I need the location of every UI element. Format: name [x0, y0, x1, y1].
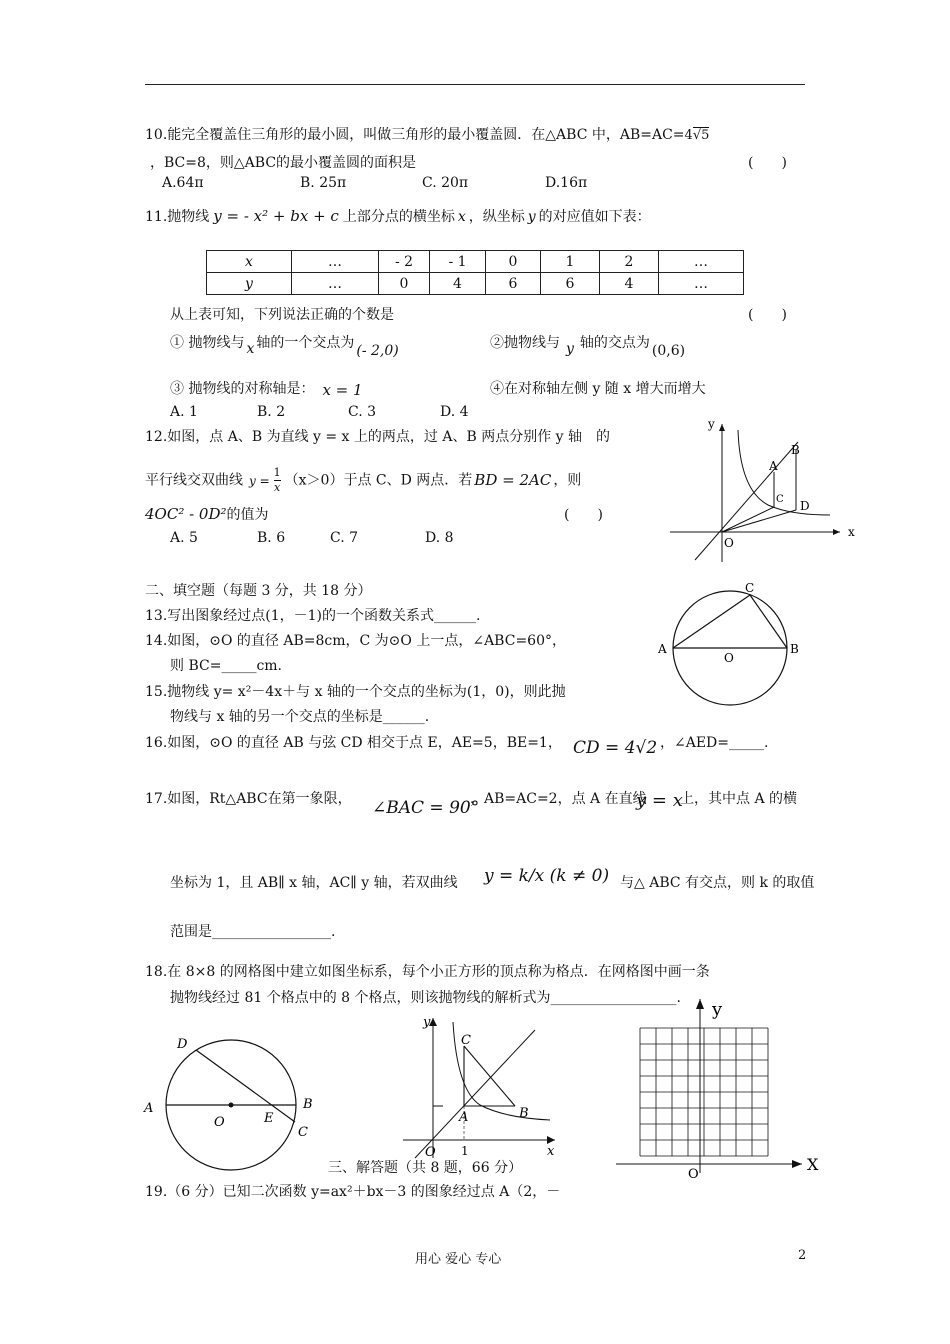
q14-line1: 14.如图，⊙O 的直径 AB=8cm，C 为⊙O 上一点，∠ABC=60°， — [145, 633, 566, 649]
table-cell: 6 — [541, 273, 600, 295]
table-row — [207, 251, 744, 273]
q16-figure — [140, 1030, 325, 1180]
q17-hyperbola: y = k/x (k ≠ 0) — [484, 866, 610, 886]
table-cell: 2 — [600, 251, 659, 273]
q12-fig-x-label: x — [848, 525, 855, 539]
q10-line2: ，BC=8，则△ABC的最小覆盖圆的面积是 — [150, 155, 417, 171]
q17-mid: ，AB=AC=2，点 A 在直线 — [470, 791, 647, 807]
q11-value-table — [206, 250, 744, 295]
q12-option-a: A. 5 — [170, 530, 198, 546]
q10-option-d: D.16π — [545, 175, 588, 191]
q18-grid-figure — [612, 995, 827, 1180]
table-cell: x — [207, 251, 292, 273]
q16-cd-expr: CD = 4√2 — [573, 738, 658, 758]
table-cell: … — [292, 273, 379, 295]
q12-fig-c-label: C — [776, 494, 784, 505]
q10-answer-bracket: ( ) — [748, 155, 787, 171]
fig16-b-label: B — [303, 1097, 313, 1112]
q11-statement-2: ②抛物线与 y 轴的交点为 (0,6) — [490, 335, 686, 359]
q18-line1: 18.在 8×8 的网格图中建立如图坐标系，每个小正方形的顶点称为格点．在网格图中画一条 — [145, 964, 710, 980]
table-cell: - 2 — [379, 251, 430, 273]
section-3-title: 三、解答题（共 8 题，66 分） — [328, 1160, 523, 1176]
q12-fig-y-label: y — [708, 417, 715, 431]
q12-line2: 平行线交双曲线 y = $\frac{1}{x}$ （x＞0）于点 C、D 两点．若 BD = 2AC ，则 — [145, 466, 582, 494]
fig17-c-label: C — [461, 1033, 471, 1048]
q15-line1: 15.抛物线 y= x²－4x＋与 x 轴的一个交点的坐标为(1，0)，则此抛 — [145, 684, 566, 700]
q17-figure — [395, 1010, 565, 1160]
q18-line2: 抛物线经过 81 个格点中的 8 个格点，则该抛物线的解析式为__________________. — [170, 990, 681, 1006]
q13-text: 13.写出图象经过点(1，－1)的一个函数关系式______. — [145, 608, 481, 624]
q16-text: 16.如图，⊙O 的直径 AB 与弦 CD 相交于点 E，AE=5，BE=1， — [145, 735, 562, 751]
q12-figure — [650, 410, 865, 570]
q11-option-a: A. 1 — [170, 404, 198, 420]
q14-line2: 则 BC=_____cm. — [170, 658, 283, 674]
q17-line2-post: 与△ ABC 有交点，则 k 的取值 — [620, 875, 815, 891]
fig16-d-label: D — [177, 1037, 188, 1052]
fig17-x-label: x — [547, 1144, 555, 1159]
q10-option-b: B. 25π — [300, 175, 347, 191]
page-number: 2 — [798, 1248, 807, 1263]
fig16-o-label: O — [214, 1115, 225, 1130]
fig17-one-label: 1 — [461, 1144, 469, 1158]
table-cell: 4 — [600, 273, 659, 295]
q10-line1: 10.能完全覆盖住三角形的最小圆，叫做三角形的最小覆盖圆．在△ABC 中，AB=AC=4√5 — [145, 127, 710, 143]
q11-option-c: C. 3 — [348, 404, 377, 420]
q17-angle: ∠BAC = 90° — [372, 798, 480, 818]
q10-option-c: C. 20π — [422, 175, 469, 191]
header-rule — [145, 84, 805, 85]
fig18-x-label: X — [807, 1155, 819, 1174]
q14-fig-a-label: A — [658, 642, 667, 656]
table-cell: - 1 — [430, 251, 486, 273]
fig17-o-label: O — [425, 1145, 436, 1160]
q17-line-eq: y = x — [636, 790, 683, 811]
q11-statement-1: ① 抛物线与 x 轴的一个交点为 (- 2,0) — [170, 335, 399, 359]
q17-pre: 17.如图，Rt△ABC在第一象限， — [145, 791, 352, 807]
q12-fig-d-label: D — [800, 499, 810, 513]
q11-statement-4: ④在对称轴左侧 y 随 x 增大而增大 — [490, 381, 706, 397]
table-cell: 0 — [486, 251, 541, 273]
fig18-y-label: y — [712, 999, 723, 1020]
table-row — [207, 273, 744, 295]
q11-answer-bracket: ( ) — [748, 307, 787, 323]
q12-fig-o-label: O — [724, 536, 734, 550]
q11-option-d: D. 4 — [440, 404, 469, 420]
fig17-y-label: y — [423, 1015, 431, 1030]
footer-slogan: 用心 爱心 专心 — [415, 1252, 502, 1267]
q12-option-c: C. 7 — [330, 530, 359, 546]
q17-post: 上，其中点 A 的横 — [680, 791, 798, 807]
fig18-o-label: O — [688, 1167, 699, 1180]
q15-line2: 物线与 x 轴的另一个交点的坐标是______. — [170, 709, 430, 725]
q12-line1: 12.如图，点 A、B 为直线 y = x 上的两点，过 A、B 两点分别作 y 轴 的 — [145, 429, 611, 445]
q12-fig-a-label: A — [769, 459, 778, 473]
q12-answer-bracket: ( ) — [564, 507, 603, 523]
table-cell: 6 — [486, 273, 541, 295]
table-cell: … — [659, 251, 744, 273]
q11-option-b: B. 2 — [257, 404, 286, 420]
q17-line3: 范围是_________________. — [170, 924, 336, 940]
q14-figure — [650, 580, 810, 710]
q12-fig-b-label: B — [791, 443, 800, 457]
q17-line2-pre: 坐标为 1，且 AB∥ x 轴，AC∥ y 轴，若双曲线 — [170, 875, 458, 891]
q11-question: 从上表可知，下列说法正确的个数是 — [170, 307, 394, 323]
q11-stem: 11.抛物线 y = - x² + bx + c 上部分点的横坐标 x ，纵坐标 y 的对应值如下表： — [145, 207, 651, 225]
fig17-b-label: B — [519, 1106, 529, 1121]
table-cell: 4 — [430, 273, 486, 295]
fig16-c-label: C — [298, 1125, 308, 1140]
table-cell: … — [292, 251, 379, 273]
table-cell: … — [659, 273, 744, 295]
q12-option-b: B. 6 — [257, 530, 286, 546]
q11-statement-3: ③ 抛物线的对称轴是： x = 1 — [170, 381, 363, 399]
table-cell: 1 — [541, 251, 600, 273]
section-2-title: 二、填空题（每题 3 分，共 18 分） — [145, 583, 372, 599]
q14-fig-o-label: O — [724, 651, 734, 665]
q12-option-d: D. 8 — [425, 530, 454, 546]
fig16-a-label: A — [144, 1101, 154, 1116]
q12-line3: 4OC² - 0D²的值为 — [145, 505, 269, 523]
q16-tail: ，∠AED=_____. — [660, 735, 769, 751]
q10-option-a: A.64π — [162, 175, 204, 191]
fig17-a-label: A — [459, 1110, 469, 1125]
fig16-e-label: E — [264, 1111, 274, 1126]
table-cell: 0 — [379, 273, 430, 295]
q14-fig-b-label: B — [790, 642, 799, 656]
q19-text: 19.（6 分）已知二次函数 y=ax²＋bx－3 的图象经过点 A（2，－ — [145, 1184, 561, 1200]
table-cell: y — [207, 273, 292, 295]
q14-fig-c-label: C — [745, 581, 755, 595]
